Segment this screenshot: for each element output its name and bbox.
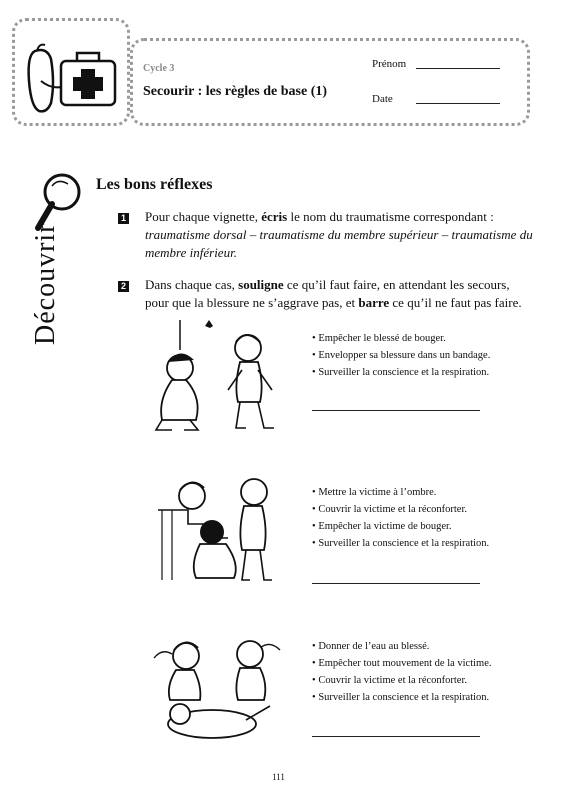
first-aid-kit-icon [15, 21, 127, 123]
case-1-option[interactable]: • Surveiller la conscience et la respiration. [312, 364, 542, 381]
illustration-case-1 [150, 318, 285, 436]
case-1-option[interactable]: • Envelopper sa blessure dans un bandage. [312, 347, 542, 364]
instruction-1 [145, 208, 535, 262]
section-title: Les bons réflexes [96, 176, 213, 193]
cycle-label: Cycle 3 [143, 63, 175, 74]
instruction-number-1: 1 [118, 213, 129, 224]
case-1-options [312, 330, 542, 381]
illustration-case-3 [150, 628, 285, 746]
case-3-options [312, 638, 542, 706]
page-title: Secourir : les règles de base (1) [143, 84, 328, 99]
case-2-answer-line[interactable] [312, 583, 480, 584]
instruction-2 [145, 276, 525, 312]
instruction-2-text-mid: ce qu’il faut faire, en attendant les secours, pour que la blessure ne s’aggrave pas, et [145, 277, 510, 310]
instruction-1-verb: écris [261, 209, 288, 224]
instruction-2-verb-underline: souligne [238, 277, 284, 292]
header-frame [130, 38, 530, 126]
case-3-option[interactable]: • Donner de l’eau au blessé. [312, 638, 542, 655]
icon-frame [12, 18, 130, 126]
case-3-option[interactable]: • Empêcher tout mouvement de la victime. [312, 655, 542, 672]
instruction-1-options: traumatisme dorsal – traumatisme du membre supérieur – traumatisme du membre inférieur. [145, 227, 533, 260]
prenom-label: Prénom [372, 58, 407, 70]
date-label: Date [372, 93, 393, 105]
case-2-option[interactable]: • Surveiller la conscience et la respiration. [312, 535, 542, 552]
instruction-1-text-end: le nom du traumatisme correspondant : [287, 209, 494, 224]
instruction-2-verb-cross: barre [358, 295, 390, 310]
instruction-1-text: Pour chaque vignette, [145, 209, 262, 224]
page-number: 111 [272, 772, 285, 782]
prenom-field[interactable] [416, 68, 500, 69]
case-2-option[interactable]: • Mettre la victime à l’ombre. [312, 484, 542, 501]
illustration-case-2 [150, 470, 285, 588]
case-2-options [312, 484, 542, 552]
instruction-2-text: Dans chaque cas, [145, 277, 239, 292]
case-1-option[interactable]: • Empêcher le blessé de bouger. [312, 330, 542, 347]
case-3-answer-line[interactable] [312, 736, 480, 737]
case-3-option[interactable]: • Couvrir la victime et la réconforter. [312, 672, 542, 689]
case-2-option[interactable]: • Couvrir la victime et la réconforter. [312, 501, 542, 518]
case-2-option[interactable]: • Empêcher la victime de bouger. [312, 518, 542, 535]
date-field[interactable] [416, 103, 500, 104]
case-3-option[interactable]: • Surveiller la conscience et la respiration. [312, 689, 542, 706]
case-1-answer-line[interactable] [312, 410, 480, 411]
decouvrir-side-label: Découvrir [30, 222, 61, 345]
instruction-2-text-end: ce qu’il ne faut pas faire. [389, 295, 522, 310]
instruction-number-2: 2 [118, 281, 129, 292]
